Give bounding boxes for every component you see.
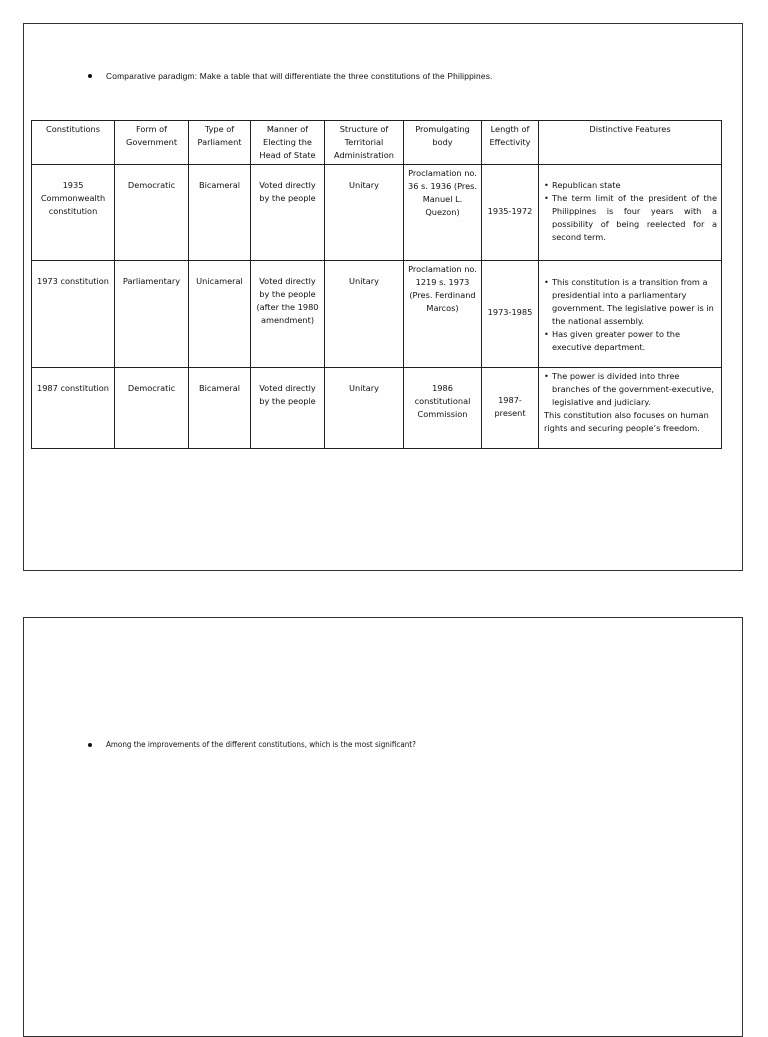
instruction-text: Comparative paradigm: Make a table that will differentiate the three constitutions of the Philippines.	[106, 71, 493, 81]
header-cell: Distinctive Features	[539, 121, 722, 165]
table-row	[32, 165, 722, 261]
document-page-2	[23, 617, 743, 1037]
length-cell: 1935-1972	[482, 165, 539, 261]
feature-item: • The term limit of the president of the Philippines is four years with a possibility of being reelected for a second term.	[544, 192, 717, 244]
header-cell: Length of Effectivity	[482, 121, 539, 165]
table-header-row	[32, 121, 722, 165]
promulgating-cell: Proclamation no. 1219 s. 1973 (Pres. Ferdinand Marcos)	[404, 261, 482, 368]
instruction-bullet	[88, 71, 493, 81]
promulgating-cell: Proclamation no. 36 s. 1936 (Pres. Manuel L. Quezon)	[404, 165, 482, 261]
table-row	[32, 261, 722, 368]
header-cell: Form of Government	[115, 121, 189, 165]
constitution-cell: 1935 Commonwealth constitution	[32, 165, 115, 261]
question-bullet	[88, 740, 416, 749]
constitution-cell: 1973 constitution	[32, 261, 115, 368]
feature-item: • This constitution is a transition from a presidential into a parliamentary government. The legislative power is in the national assembly.	[544, 276, 717, 328]
constitutions-comparison-table	[31, 120, 722, 449]
structure-cell: Unitary	[325, 261, 404, 368]
form-cell: Democratic	[115, 368, 189, 449]
parliament-cell: Bicameral	[189, 368, 251, 449]
parliament-cell: Bicameral	[189, 165, 251, 261]
header-cell: Manner of Electing the Head of State	[251, 121, 325, 165]
feature-item: • The power is divided into three branches of the government-executive, legislative and judiciary.	[544, 370, 717, 409]
manner-cell: Voted directly by the people (after the 1980 amendment)	[251, 261, 325, 368]
form-cell: Democratic	[115, 165, 189, 261]
constitution-cell: 1987 constitution	[32, 368, 115, 449]
header-cell: Constitutions	[32, 121, 115, 165]
manner-cell: Voted directly by the people	[251, 165, 325, 261]
structure-cell: Unitary	[325, 165, 404, 261]
form-cell: Parliamentary	[115, 261, 189, 368]
feature-item: • Republican state	[544, 179, 717, 192]
promulgating-cell: 1986 constitutional Commission	[404, 368, 482, 449]
document-page-1	[23, 23, 743, 571]
header-cell: Type of Parliament	[189, 121, 251, 165]
question-text: Among the improvements of the different constitutions, which is the most significant?	[106, 740, 416, 749]
features-cell	[539, 165, 722, 261]
feature-item: This constitution also focuses on human rights and securing people’s freedom.	[544, 410, 709, 433]
features-cell	[539, 368, 722, 449]
bullet-icon	[88, 743, 92, 747]
feature-item: • Has given greater power to the executive department.	[544, 328, 717, 354]
bullet-icon	[88, 74, 92, 78]
parliament-cell: Unicameral	[189, 261, 251, 368]
length-cell: 1973-1985	[482, 261, 539, 368]
structure-cell: Unitary	[325, 368, 404, 449]
header-cell: Promulgating body	[404, 121, 482, 165]
manner-cell: Voted directly by the people	[251, 368, 325, 449]
table-row	[32, 368, 722, 449]
length-cell: 1987-present	[482, 368, 539, 449]
features-cell	[539, 261, 722, 368]
header-cell: Structure of Territorial Administration	[325, 121, 404, 165]
